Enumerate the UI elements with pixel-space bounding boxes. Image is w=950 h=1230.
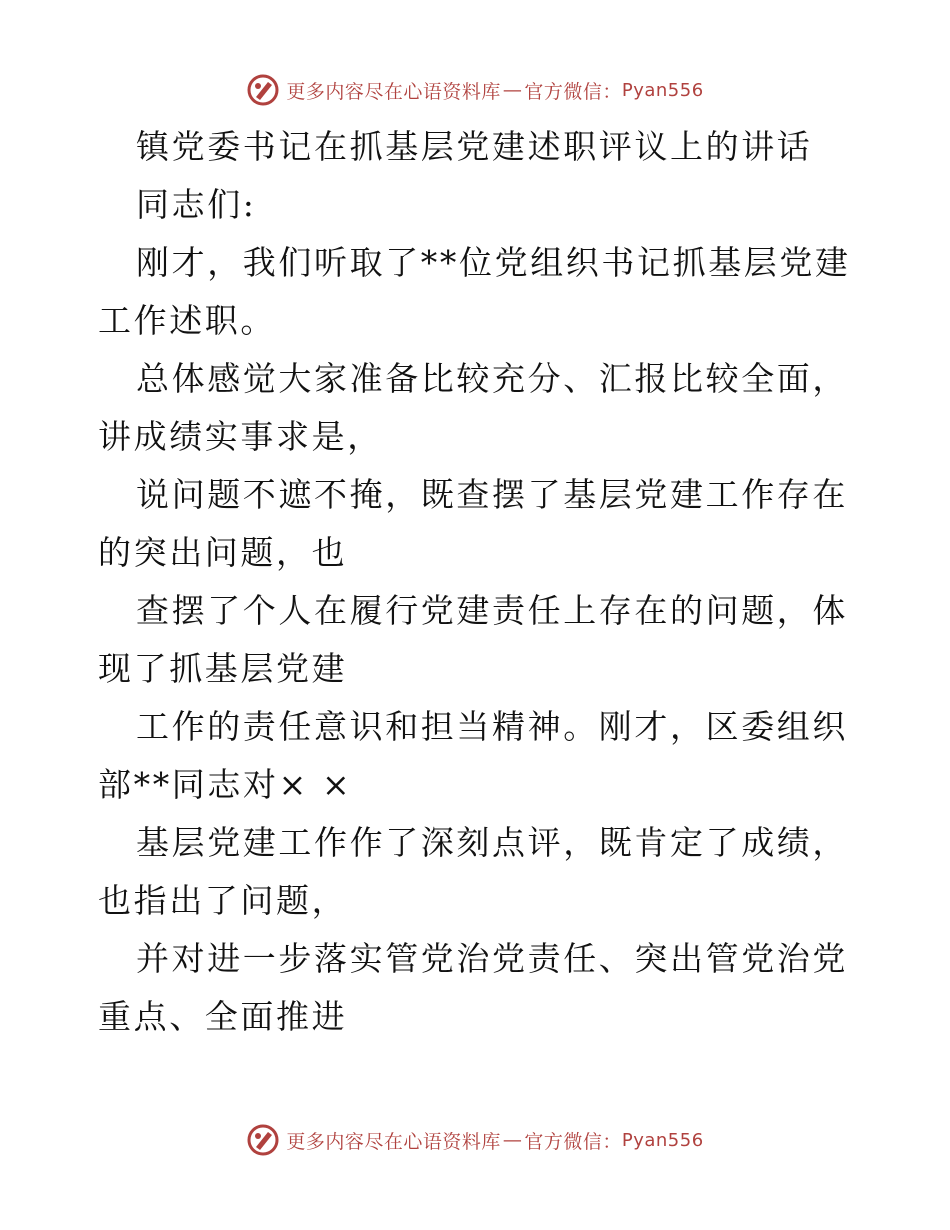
paragraph: 说问题不遮不掩，既查摆了基层党建工作存在的突出问题，也 (98, 475, 848, 572)
watermark-wechat-label: 官方微信： (524, 1130, 622, 1153)
watermark-text: 更多内容尽在心语资料库 (286, 1130, 501, 1153)
paragraph: 刚才，我们听取了**位党组织书记抓基层党建工作述职。 (98, 243, 851, 340)
watermark-text: 更多内容尽在心语资料库 (286, 80, 501, 103)
watermark-separator: — (502, 79, 523, 101)
watermark-wechat-id: Pyan556 (621, 1129, 704, 1151)
footer-watermark (0, 1120, 950, 1160)
paragraph: 总体感觉大家准备比较充分、汇报比较全面，讲成绩实事求是， (98, 359, 848, 456)
seal-logo-icon (246, 1123, 280, 1157)
paragraph: 并对进一步落实管党治党责任、突出管党治党重点、全面推进 (98, 939, 848, 1036)
header-watermark (0, 70, 950, 110)
paragraph: 查摆了个人在履行党建责任上存在的问题，体现了抓基层党建 (98, 591, 848, 688)
watermark-separator: — (502, 1129, 523, 1151)
document-greeting: 同志们: (136, 185, 257, 224)
document-title: 镇党委书记在抓基层党建述职评议上的讲话 (136, 127, 813, 166)
document-body (98, 118, 858, 1046)
seal-logo-icon (246, 73, 280, 107)
watermark-wechat-id: Pyan556 (621, 79, 704, 101)
paragraph: 工作的责任意识和担当精神。刚才，区委组织部**同志对× × (98, 707, 848, 804)
watermark-wechat-label: 官方微信： (524, 80, 622, 103)
paragraph: 基层党建工作作了深刻点评，既肯定了成绩，也指出了问题， (98, 823, 848, 920)
